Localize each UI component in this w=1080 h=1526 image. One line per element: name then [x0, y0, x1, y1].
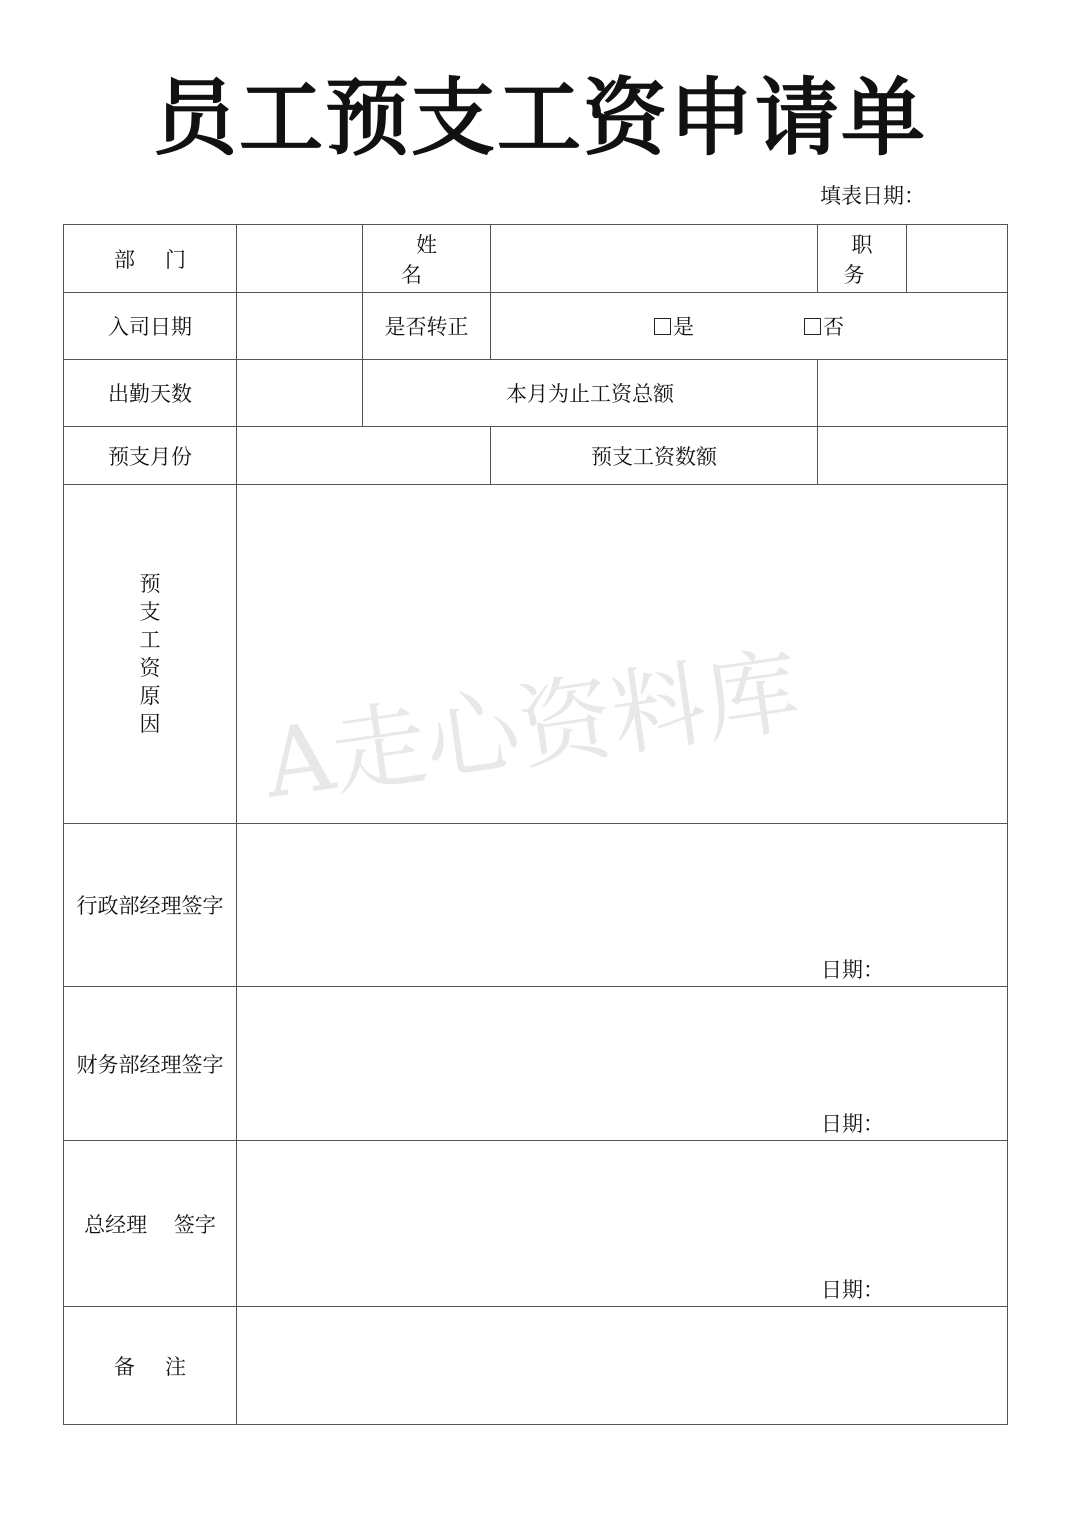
total-salary-field[interactable]: [818, 360, 1008, 427]
option-no[interactable]: 否: [804, 311, 844, 341]
row-admin-sign: [64, 824, 1008, 987]
name-label: 姓名: [363, 225, 491, 293]
regular-label: 是否转正: [363, 293, 491, 360]
form-title: 员工预支工资申请单: [152, 68, 927, 167]
join-date-field[interactable]: [237, 293, 363, 360]
finance-sign-field[interactable]: [237, 987, 1008, 1141]
finance-sign-date-label: 日期：: [821, 1112, 884, 1136]
row-gm-sign: [64, 1141, 1008, 1307]
advance-month-field[interactable]: [237, 427, 491, 485]
gm-sign-field[interactable]: [237, 1141, 1008, 1307]
row-reason: [64, 485, 1008, 824]
remark-label: 备注: [64, 1307, 237, 1425]
gm-sign-date-label: 日期：: [821, 1278, 884, 1302]
department-label: 部门: [64, 225, 237, 293]
attendance-field[interactable]: [237, 360, 363, 427]
admin-sign-date-label: 日期：: [821, 958, 884, 982]
reason-field[interactable]: [237, 485, 1008, 824]
department-field[interactable]: [237, 225, 363, 293]
option-yes[interactable]: 是: [654, 311, 694, 341]
fill-date-label: 填表日期：: [820, 184, 925, 208]
finance-sign-label: 财务部经理签字: [64, 987, 237, 1141]
application-form-table: [63, 224, 1008, 1425]
join-date-label: 入司日期: [64, 293, 237, 360]
row-finance-sign: [64, 987, 1008, 1141]
row-remark: [64, 1307, 1008, 1425]
row-advance: [64, 427, 1008, 485]
attendance-label: 出勤天数: [64, 360, 237, 427]
remark-field[interactable]: [237, 1307, 1008, 1425]
advance-amount-label: 预支工资数额: [491, 427, 818, 485]
advance-amount-field[interactable]: [818, 427, 1008, 485]
regular-options: [491, 293, 1008, 360]
gm-sign-label: 总经理 签字: [64, 1141, 237, 1307]
row-basic-info: [64, 225, 1008, 293]
total-salary-label: 本月为止工资总额: [363, 360, 818, 427]
row-attendance: [64, 360, 1008, 427]
watermark-text: A走心资料库: [258, 636, 806, 820]
advance-month-label: 预支月份: [64, 427, 237, 485]
admin-sign-field[interactable]: [237, 824, 1008, 987]
reason-label: 预支工资原因: [64, 485, 237, 824]
name-field[interactable]: [491, 225, 818, 293]
row-join-date: [64, 293, 1008, 360]
admin-sign-label: 行政部经理签字: [64, 824, 237, 987]
position-label: 职务: [818, 225, 907, 293]
position-field[interactable]: [907, 225, 1008, 293]
checkbox-icon[interactable]: [804, 318, 821, 335]
checkbox-icon[interactable]: [654, 318, 671, 335]
